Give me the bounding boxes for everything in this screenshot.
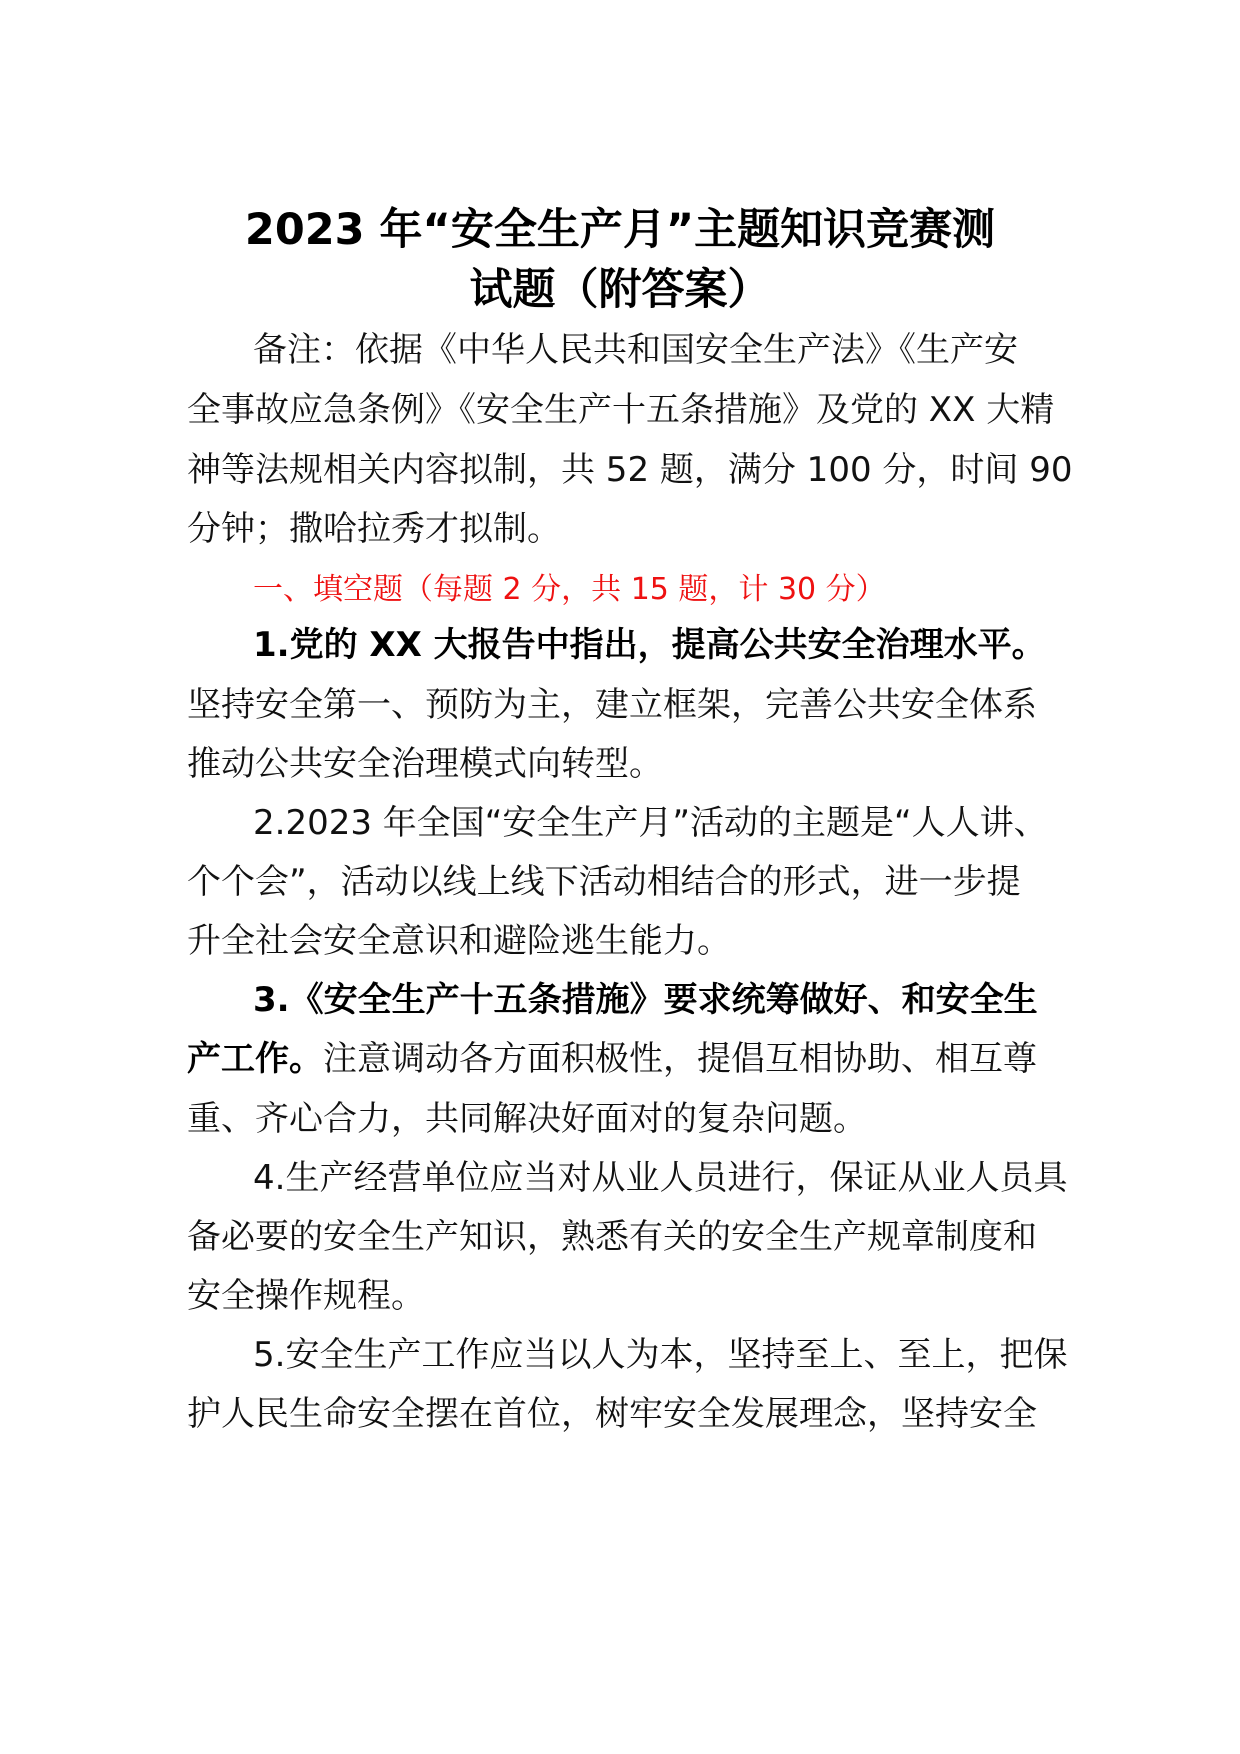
question-4-line-2: 备必要的安全生产知识，熟悉有关的安全生产规章制度和	[187, 1217, 1037, 1257]
question-3-line-2-rest: 注意调动各方面积极性，提倡互相协助、相互尊	[323, 1039, 1037, 1079]
note-line-4: 分钟；撒哈拉秀才拟制。	[187, 509, 561, 549]
question-4-line-3: 安全操作规程。	[187, 1276, 425, 1316]
document-title-line-1: 2023 年“安全生产月”主题知识竞赛测	[244, 205, 996, 255]
question-5-line-2: 护人民生命安全摆在首位，树牢安全发展理念，坚持安全	[187, 1394, 1037, 1434]
question-3-line-3: 重、齐心合力，共同解决好面对的复杂问题。	[187, 1099, 867, 1139]
note-line-2: 全事故应急条例》《安全生产十五条措施》及党的 XX 大精	[187, 390, 1055, 430]
document-title-line-2: 试题（附答案）	[469, 265, 771, 315]
question-3-bold-line-2: 产工作。	[187, 1039, 323, 1079]
question-1-bold: 1.党的 XX 大报告中指出，提高公共安全治理水平。	[253, 625, 1046, 665]
question-4-line-1: 4.生产经营单位应当对从业人员进行，保证从业人员具	[253, 1158, 1068, 1198]
question-3-line-2	[187, 1037, 1067, 1081]
question-1-line-3: 推动公共安全治理模式向转型。	[187, 744, 663, 784]
question-2-line-3: 升全社会安全意识和避险逃生能力。	[187, 921, 731, 961]
section-heading: 一、填空题（每题 2 分，共 15 题，计 30 分）	[253, 572, 886, 607]
question-5-line-1: 5.安全生产工作应当以人为本，坚持至上、至上，把保	[253, 1335, 1068, 1375]
question-3-bold-line-1: 3.《安全生产十五条措施》要求统筹做好、和安全生	[253, 980, 1038, 1020]
note-line-3: 神等法规相关内容拟制，共 52 题，满分 100 分，时间 90	[187, 450, 1073, 490]
question-2-line-1: 2.2023 年全国“安全生产月”活动的主题是“人人讲、	[253, 803, 1048, 843]
question-2-line-2: 个个会”，活动以线上线下活动相结合的形式，进一步提	[187, 862, 1021, 902]
question-1-line-2: 坚持安全第一、预防为主，建立框架，完善公共安全体系	[187, 685, 1037, 725]
note-line-1: 备注：依据《中华人民共和国安全生产法》《生产安	[253, 330, 1018, 370]
